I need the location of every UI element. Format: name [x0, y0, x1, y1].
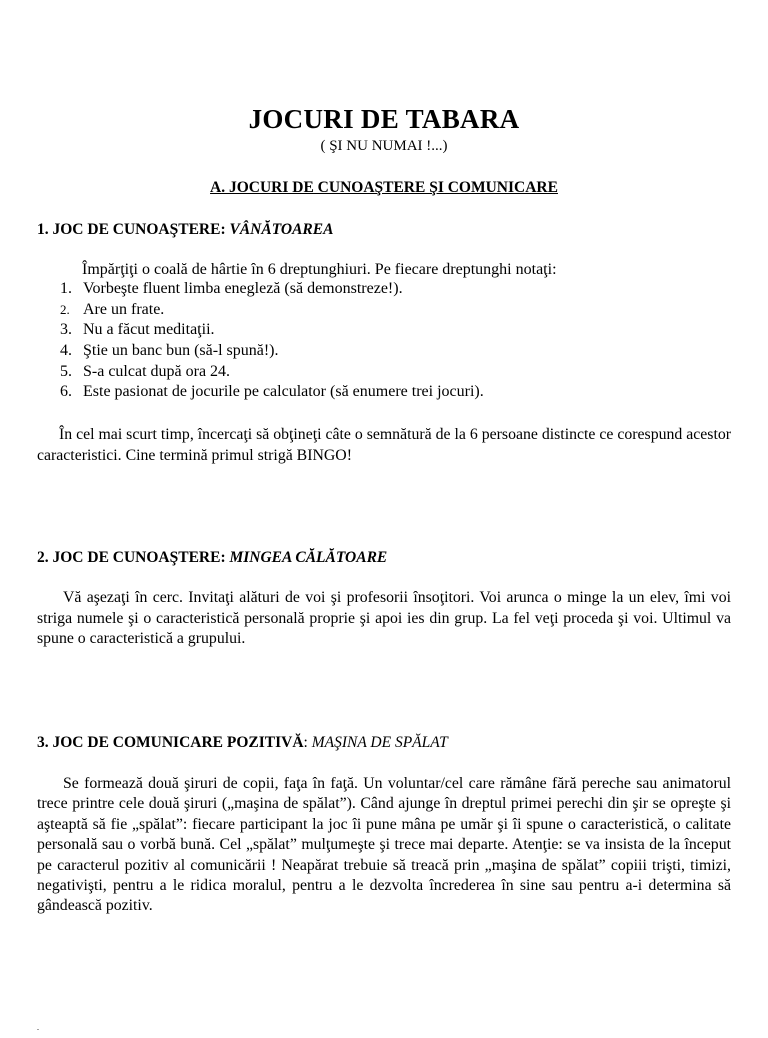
stray-mark: . — [37, 1023, 39, 1032]
list-item — [60, 341, 484, 362]
list-item-number: 5. — [60, 362, 72, 380]
game3-paragraph-text: Se formează două şiruri de copii, faţa în faţă. Un voluntar/cel care rămâne fără pereche sau animatorul trece printre cele două şiruri („maşina de spălat”). Când ajunge în dreptul primei perechi din şir se opreşte şi aşteaptă să fie „spălat”: fiecare participant la joc îi pune mâna pe umăr şi îi spune o caracteristică, o calitate personală sau o vorbă bună. Cel „spălat” mulţumeşte şi trece mai departe. Atenţie: se va insista de la început pe caracterul pozitiv al comunicării ! Neapărat trebuie să treacă prin „maşina de spălat” copiii trişti, timizi, negativişti, pentru a le ridica moralul, pentru a le dezvolta încrederea în sine sau pentru a-i determina să gândească pozitiv. — [37, 775, 731, 915]
document-title: JOCURI DE TABARA — [248, 104, 520, 134]
list-item-number: 2. — [60, 301, 70, 317]
game2-heading-prefix: 2. JOC DE CUNOAŞTERE: — [37, 549, 230, 566]
game3-heading-prefix: 3. JOC DE COMUNICARE POZITIVĂ — [37, 734, 304, 751]
list-item-text: Are un frate. — [83, 300, 165, 318]
game3-heading-separator: : — [303, 734, 312, 751]
list-item — [60, 279, 484, 300]
game3-heading-name: MAŞINA DE SPĂLAT — [311, 734, 448, 751]
section-heading-a: A. JOCURI DE CUNOAŞTERE ŞI COMUNICARE — [210, 179, 558, 196]
list-item-text: Nu a făcut meditaţii. — [83, 321, 215, 339]
game2-paragraph — [37, 588, 731, 650]
list-item — [60, 382, 484, 403]
game1-intro: Împărţiţi o coală de hârtie în 6 dreptunghiuri. Pe fiecare dreptunghi notaţi: — [82, 261, 557, 278]
list-item-number: 6. — [60, 383, 72, 401]
list-item — [60, 362, 484, 383]
game1-paragraph-text: În cel mai scurt timp, încercaţi să obţineţi câte o semnătură de la 6 persoane distincte ce corespund acestor caracteristici. Cine termină primul strigă BINGO! — [37, 426, 731, 464]
game2-heading-name: MINGEA CĂLĂTOARE — [229, 549, 388, 566]
list-item-number: 3. — [60, 321, 72, 339]
game3-paragraph — [37, 774, 731, 917]
game1-heading — [37, 220, 333, 240]
game1-heading-prefix: 1. JOC DE CUNOAŞTERE: — [37, 221, 230, 238]
list-item-number: 4. — [60, 342, 72, 360]
game1-paragraph — [37, 425, 731, 466]
game2-paragraph-text: Vă aşezaţi în cerc. Invitaţi alături de voi şi profesorii însoţitori. Voi arunca o minge la un elev, îmi voi striga numele şi o caracteristică personală proprie şi apoi ies din grup. La fel veţi proceda şi voi. Ultimul va spune o caracteristică a grupului. — [37, 589, 731, 647]
list-item-number: 1. — [60, 280, 72, 297]
list-item-text: Este pasionat de jocurile pe calculator (să enumere trei jocuri). — [83, 383, 484, 401]
game1-list — [60, 279, 484, 403]
list-item-text: S-a culcat după ora 24. — [83, 362, 231, 380]
list-item — [60, 320, 484, 341]
list-item — [60, 300, 484, 321]
list-item-text: Ştie un banc bun (să-l spună!). — [83, 342, 279, 360]
game2-heading — [37, 548, 387, 568]
game3-heading — [37, 733, 448, 753]
game1-heading-name: VÂNĂTOAREA — [229, 221, 334, 238]
list-item-text: Vorbeşte fluent limba enegleză (să demonstreze!). — [83, 280, 403, 297]
document-subtitle: ( ŞI NU NUMAI !...) — [320, 138, 448, 154]
